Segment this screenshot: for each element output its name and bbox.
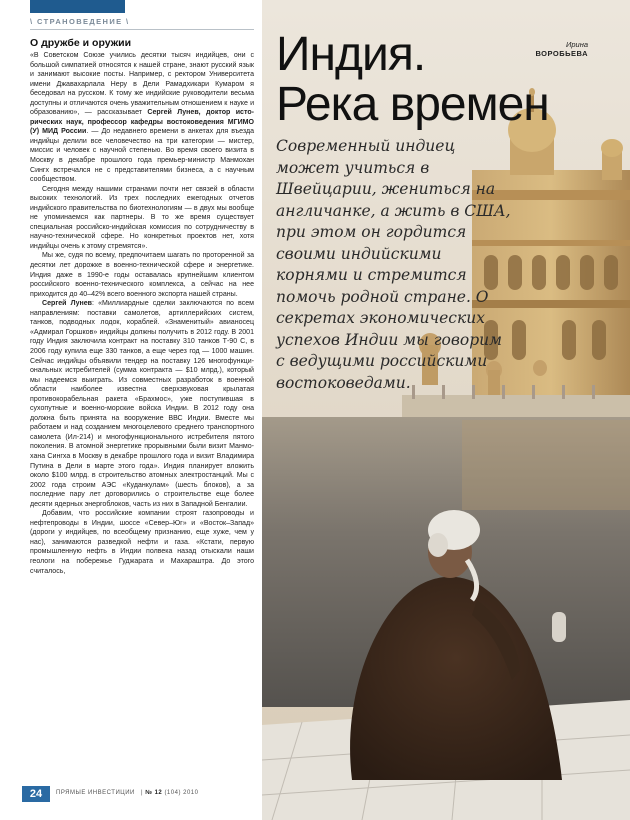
title-line-1: Индия. — [276, 28, 426, 81]
issue-number: № 12 — [145, 790, 163, 796]
text-run: Сегодня между нашими странами почти нет связей в области высоких технологий. Из трех последних ежегодных отчетов индийского правительства по биотехнологиям — в двух мы вообще не упоминаемся как партнеры. В то же время существует специальная российско-индийская комиссия по сотрудничеству в научно-технической сфере. Но конкретных проектов нет, хотя индийцы очень к этому стремятся». — [30, 185, 254, 250]
page-number: 24 — [22, 786, 50, 802]
text-run: Мы же, судя по всему, предпочитаем шагать по проторенной за десятки лет дорожке в военно-технической сфере и энергетике. Индия даже в 1990-е годы оставалась крупнейшим клиентом российского военно-технического комплекса, а сейчас на нее приходится до 40–42% всего военного экспорта нашей страны. — [30, 252, 254, 298]
article-lead: Современный индиец может учиться в Швейцарии, жениться на англичанке, а жить в США, при этом он гордится своими индийскими корнями и стремится помочь родной стране. О секретах экономических успехов Индии мы говорим с ведущими российскими востоковедами. — [276, 137, 511, 392]
bold-run: Сергей Лунев, доктор исторических наук, профессор кафедры востоковедения МГИМО (У) МИД России — [30, 109, 254, 136]
sidebar-body-text — [30, 51, 254, 576]
footer-info — [56, 790, 198, 796]
author-first-name: Ирина — [565, 40, 588, 49]
section-label: \ СТРАНОВЕДЕНИЕ \ — [30, 17, 130, 26]
section-color-bar — [30, 0, 125, 13]
author-byline — [506, 40, 588, 58]
body-paragraph — [30, 299, 254, 509]
title-line-2: Река времен — [276, 78, 549, 131]
text-run: . — До недавнего времени в анкетах для въезда индийцы делили все человечество на три категории — мистер, миссис и человек с научной степенью. Во время своего визита в Москву в декабре прошлого года премьер-министр Манмохан Сингх встречался не с представителями бизнеса, а с научным сообществом. — [30, 128, 255, 184]
body-paragraph — [30, 185, 254, 252]
section-divider — [30, 29, 254, 30]
text-run: «В Советском Союзе учились десятки тысяч индийцев, они с большой симпатией относятся к нашей стране, знают русский язык и занимают высокие посты. Например, с ректором Университета имени Джавахарлала Неру в Дели Рамадхикари Кумаром я беседовал на русском. К тому же индийские руководители весьма доступны и отличаются очень уважительным отношением к науке и образованию», — рассказывает — [30, 52, 254, 117]
sidebar-column — [0, 0, 262, 820]
footer-separator: | — [141, 790, 144, 796]
sidebar-heading: О дружбе и оружии — [30, 37, 132, 49]
author-last-name: ВОРОБЬЕВА — [535, 49, 588, 58]
issue-detail: (104) 2010 — [164, 790, 199, 796]
text-run: Добавим, что российские компании строят газопроводы и нефтепроводы в Индии, шоссе «Север–Юг» и «Восток–Запад» (дороги у индийцев, по всеобщему признанию, еще хуже, чем у нас), занимаются разведкой нефти и газа. «Кстати, первую промышленную нефть в Индии полвека назад отыскали наши геологи на побережье Гуджарата и Махараштра. До этого считалось, — [30, 510, 254, 575]
body-paragraph — [30, 509, 254, 576]
text-run: : «Миллиардные сделки заключаются по всем направлениям: поставки самолетов, артиллерийских систем, танков, подводных лодок, кораблей. «Знаменитый» авианосец «Адмирал Горшков» индийцы должны получить в 2012 году. В 2001 году Индия заключила контракт на поставку 310 танков Т-90 С, в 2006 году купила еще 330 танков, а еще через год — 1000 машин. Сейчас индийцы объявили тендер на поставку 126 многофункциональных истребителей (сумма контракта — $10 млрд.), который мы надеемся выиграть. Из совместных разработок в военной области наиболее известна сверхзвуковая крылатая противокорабельная ракета «Брахмос», уже поступившая в сухопутные и военно-морские войска Индии. В 2012 году она должна быть принята на вооружение ВВС Индии. Вместе мы работаем и над созданием многоцелевого среднего транспортного самолета (Ил-214) и многофункционального истребителя пятого поколения. В атомной энергетике прорывными были визит Манмохана Сингха в Москву в декабре прошлого года и визит Владимира Путина в Дели в марте этого года». Индия планирует вложить около $100 млрд. в строительство атомных электростанций. Мы с 2002 года строим АЭС «Куданкулам» (шесть блоков), а за последние пару лет договорились о строительстве еще более десяти ядерных энергоблоков, часть из них в Западной Бенгалии. — [30, 300, 255, 508]
bold-run: Сергей Лунев — [42, 300, 92, 308]
body-paragraph — [30, 251, 254, 299]
magazine-name: ПРЯМЫЕ ИНВЕСТИЦИИ — [56, 790, 135, 796]
body-paragraph — [30, 51, 254, 185]
